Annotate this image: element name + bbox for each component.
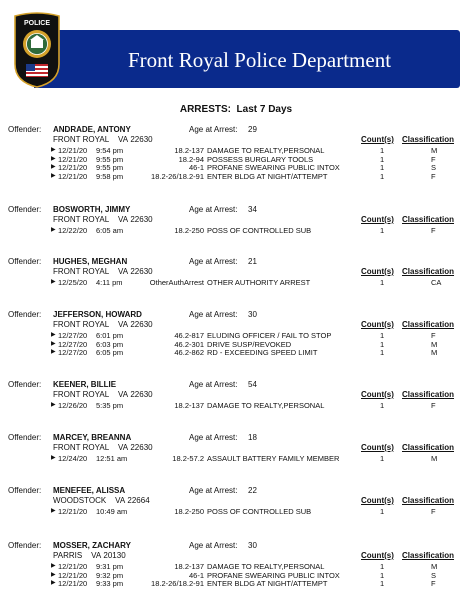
offender-city: FRONT ROYAL <box>53 135 110 144</box>
charge-date: 12/21/20 <box>58 562 88 571</box>
statute-code: 18.2-94 <box>178 154 204 164</box>
statute-code: 18.2-250 <box>174 226 204 235</box>
bullet-arrow-icon: ▶ <box>51 147 56 153</box>
charge-description: DAMAGE TO REALTY,PERSONAL <box>207 401 325 410</box>
bullet-arrow-icon: ▶ <box>51 172 56 179</box>
statute-code: 18.2-26/18.2-91 <box>151 171 204 181</box>
charge-row <box>0 348 472 357</box>
charge-count: 1 <box>380 507 385 516</box>
offender-zip: 22630 <box>130 267 153 276</box>
charge-time: 9:54 pm <box>96 146 124 155</box>
charge-classification: M <box>431 348 438 358</box>
statute-code: 18.2-137 <box>174 401 204 410</box>
charge-time: 12:51 am <box>96 454 128 463</box>
offender-zip: 22630 <box>130 135 153 144</box>
bullet-arrow-icon: ▶ <box>51 571 56 578</box>
charge-count: 1 <box>380 454 385 463</box>
age-label: Age at Arrest: <box>189 310 238 319</box>
offender-city: WOODSTOCK <box>53 496 107 505</box>
charge-classification: F <box>431 171 436 181</box>
bullet-arrow-icon: ▶ <box>51 349 56 356</box>
charge-count: 1 <box>380 339 385 349</box>
age-label: Age at Arrest: <box>189 205 238 214</box>
bullet-arrow-icon: ▶ <box>51 402 56 408</box>
charge-date: 12/21/20 <box>58 570 88 580</box>
charge-count: 1 <box>380 278 385 287</box>
charge-description: RD - EXCEEDING SPEED LIMIT <box>207 348 318 358</box>
statute-code: 46.2-301 <box>174 339 204 349</box>
charge-description: PROFANE SWEARING PUBLIC INTOX <box>207 570 340 580</box>
charge-count: 1 <box>380 562 385 571</box>
offender-state: VA <box>115 496 126 505</box>
charge-description: ASSAULT BATTERY FAMILY MEMBER <box>207 454 340 463</box>
age-value: 18 <box>248 433 257 442</box>
count-header: Count(s) <box>361 390 394 399</box>
offender-name: MOSSER, ZACHARY <box>53 541 131 550</box>
classification-header: Classification <box>402 390 455 399</box>
offender-label: Offender: <box>8 541 42 550</box>
charge-row <box>0 278 472 287</box>
charge-date: 12/21/20 <box>58 146 88 155</box>
charge-description: DAMAGE TO REALTY,PERSONAL <box>207 562 325 571</box>
count-header: Count(s) <box>361 551 394 560</box>
statute-code: 18.2-57.2 <box>172 454 204 463</box>
charge-classification: S <box>431 163 437 173</box>
classification-header: Classification <box>402 135 455 144</box>
age-value: 30 <box>248 310 257 319</box>
offender-label: Offender: <box>8 205 42 214</box>
charge-time: 9:33 pm <box>96 579 124 589</box>
charge-description: POSS OF CONTROLLED SUB <box>207 226 312 235</box>
age-value: 30 <box>248 541 257 550</box>
age-value: 34 <box>248 205 257 214</box>
statute-code: 46.2-817 <box>174 331 204 340</box>
charge-count: 1 <box>380 146 385 155</box>
offender-zip: 22630 <box>130 390 153 399</box>
charge-row <box>0 579 472 588</box>
charge-classification: F <box>431 507 436 516</box>
charge-date: 12/21/20 <box>58 579 88 589</box>
charge-classification: M <box>431 339 438 349</box>
offender-address <box>53 390 153 400</box>
charge-time: 6:05 am <box>96 226 124 235</box>
charge-description: DRIVE SUSP/REVOKED <box>207 339 292 349</box>
offender-label: Offender: <box>8 486 42 495</box>
count-header: Count(s) <box>361 135 394 144</box>
offender-address <box>53 320 153 330</box>
bullet-arrow-icon: ▶ <box>51 155 56 162</box>
charge-time: 6:01 pm <box>96 331 124 340</box>
charge-time: 6:05 pm <box>96 348 124 358</box>
charge-date: 12/25/20 <box>58 278 88 287</box>
charge-row <box>0 401 472 410</box>
offender-name: JEFFERSON, HOWARD <box>53 310 142 319</box>
bullet-arrow-icon: ▶ <box>51 340 56 347</box>
offender-zip: 22630 <box>130 443 153 452</box>
count-header: Count(s) <box>361 443 394 452</box>
bullet-arrow-icon: ▶ <box>51 279 56 285</box>
offender-label: Offender: <box>8 257 42 266</box>
offender-state: VA <box>118 215 129 224</box>
offender-name: MARCEY, BREANNA <box>53 433 132 442</box>
offender-name: HUGHES, MEGHAN <box>53 257 128 266</box>
statute-code: 46.2-862 <box>174 348 204 358</box>
charge-time: 10:49 am <box>96 507 128 516</box>
charge-description: POSS OF CONTROLLED SUB <box>207 507 312 516</box>
offender-state: VA <box>118 267 129 276</box>
charge-count: 1 <box>380 171 385 181</box>
count-header: Count(s) <box>361 215 394 224</box>
charge-time: 9:32 pm <box>96 570 124 580</box>
police-badge-logo <box>12 12 62 88</box>
charge-classification: F <box>431 226 436 235</box>
department-title: Front Royal Police Department <box>128 48 392 72</box>
offender-address <box>53 496 150 506</box>
offender-address <box>53 135 153 145</box>
offender-city: FRONT ROYAL <box>53 443 110 452</box>
charge-date: 12/22/20 <box>58 226 88 235</box>
count-header: Count(s) <box>361 496 394 505</box>
charge-count: 1 <box>380 348 385 358</box>
offender-label: Offender: <box>8 380 42 389</box>
charge-description: POSSESS BURGLARY TOOLS <box>207 154 314 164</box>
offender-name: MENEFEE, ALISSA <box>53 486 126 495</box>
offender-city: FRONT ROYAL <box>53 215 110 224</box>
statute-code: 18.2-26/18.2-91 <box>151 579 204 589</box>
charge-time: 4:11 pm <box>96 278 123 287</box>
offender-city: FRONT ROYAL <box>53 390 110 399</box>
charge-count: 1 <box>380 163 385 173</box>
charge-date: 12/21/20 <box>58 154 88 164</box>
charge-description: ELUDING OFFICER / FAIL TO STOP <box>207 331 332 340</box>
charge-description: PROFANE SWEARING PUBLIC INTOX <box>207 163 340 173</box>
charge-date: 12/26/20 <box>58 401 88 410</box>
charge-row <box>0 454 472 463</box>
offender-address <box>53 551 126 561</box>
charge-row <box>0 226 472 235</box>
offender-address <box>53 443 153 453</box>
offender-name: BOSWORTH, JIMMY <box>53 205 131 214</box>
age-value: 54 <box>248 380 257 389</box>
bullet-arrow-icon: ▶ <box>51 580 56 587</box>
offender-address <box>53 267 153 277</box>
charge-description: ENTER BLDG AT NIGHT/ATTEMPT <box>207 171 328 181</box>
offender-zip: 22630 <box>130 215 153 224</box>
charge-date: 12/21/20 <box>58 507 88 516</box>
offender-state: VA <box>118 320 129 329</box>
offender-state: VA <box>118 390 129 399</box>
bullet-arrow-icon: ▶ <box>51 508 56 514</box>
charge-count: 1 <box>380 570 385 580</box>
charge-time: 9:55 pm <box>96 163 124 173</box>
charge-description: OTHER AUTHORITY ARREST <box>207 278 311 287</box>
age-label: Age at Arrest: <box>189 433 238 442</box>
count-header: Count(s) <box>361 267 394 276</box>
age-label: Age at Arrest: <box>189 380 238 389</box>
charge-row <box>0 172 472 181</box>
offender-label: Offender: <box>8 310 42 319</box>
bullet-arrow-icon: ▶ <box>51 563 56 569</box>
charge-time: 9:58 pm <box>96 171 124 181</box>
charge-classification: F <box>431 331 436 340</box>
offender-label: Offender: <box>8 433 42 442</box>
offender-label: Offender: <box>8 125 42 134</box>
offender-city: FRONT ROYAL <box>53 267 110 276</box>
charge-count: 1 <box>380 331 385 340</box>
charge-date: 12/27/20 <box>58 348 88 358</box>
offender-zip: 22630 <box>130 320 153 329</box>
charge-time: 9:55 pm <box>96 154 124 164</box>
charge-date: 12/21/20 <box>58 163 88 173</box>
charge-time: 6:03 pm <box>96 339 124 349</box>
charge-row <box>0 507 472 516</box>
charge-time: 5:35 pm <box>96 401 124 410</box>
offender-zip: 22664 <box>127 496 150 505</box>
charge-date: 12/24/20 <box>58 454 88 463</box>
age-value: 22 <box>248 486 257 495</box>
charge-classification: M <box>431 562 438 571</box>
statute-code: 18.2-137 <box>174 146 204 155</box>
charge-count: 1 <box>380 579 385 589</box>
charge-classification: CA <box>431 278 442 287</box>
classification-header: Classification <box>402 215 455 224</box>
statute-code: 18.2-137 <box>174 562 204 571</box>
charge-count: 1 <box>380 154 385 164</box>
age-value: 21 <box>248 257 257 266</box>
bullet-arrow-icon: ▶ <box>51 332 56 338</box>
statute-code: 46-1 <box>188 163 204 173</box>
bullet-arrow-icon: ▶ <box>51 227 56 233</box>
badge-title: POLICE <box>23 20 51 27</box>
classification-header: Classification <box>402 320 455 329</box>
offender-city: PARRIS <box>53 551 83 560</box>
classification-header: Classification <box>402 443 455 452</box>
count-header: Count(s) <box>361 320 394 329</box>
statute-code: OtherAuthArrest <box>149 278 204 287</box>
bullet-arrow-icon: ▶ <box>51 164 56 171</box>
offender-name: ANDRADE, ANTONY <box>53 125 131 134</box>
age-label: Age at Arrest: <box>189 257 238 266</box>
age-label: Age at Arrest: <box>189 125 238 134</box>
charge-classification: F <box>431 579 436 589</box>
charge-count: 1 <box>380 226 385 235</box>
charge-date: 12/27/20 <box>58 339 88 349</box>
classification-header: Classification <box>402 496 455 505</box>
charge-time: 9:31 pm <box>96 562 124 571</box>
offender-state: VA <box>118 135 129 144</box>
statute-code: 46-1 <box>188 570 204 580</box>
report-title: ARRESTS: Last 7 Days <box>179 104 293 115</box>
charge-classification: F <box>431 154 436 164</box>
statute-code: 18.2-250 <box>174 507 204 516</box>
charge-description: DAMAGE TO REALTY,PERSONAL <box>207 146 325 155</box>
classification-header: Classification <box>402 551 455 560</box>
charge-date: 12/21/20 <box>58 171 88 181</box>
offender-city: FRONT ROYAL <box>53 320 110 329</box>
offender-state: VA <box>118 443 129 452</box>
age-label: Age at Arrest: <box>189 541 238 550</box>
charge-date: 12/27/20 <box>58 331 88 340</box>
age-value: 29 <box>248 125 257 134</box>
bullet-arrow-icon: ▶ <box>51 455 56 461</box>
charge-description: ENTER BLDG AT NIGHT/ATTEMPT <box>207 579 328 589</box>
charge-classification: S <box>431 570 437 580</box>
charge-classification: M <box>431 454 438 463</box>
charge-classification: F <box>431 401 436 410</box>
us-flag-icon <box>26 64 48 77</box>
offender-name: KEENER, BILLIE <box>53 380 117 389</box>
offender-address <box>53 215 153 225</box>
offender-state: VA <box>91 551 102 560</box>
classification-header: Classification <box>402 267 455 276</box>
charge-classification: M <box>431 146 438 155</box>
charge-count: 1 <box>380 401 385 410</box>
offender-zip: 20130 <box>103 551 126 560</box>
age-label: Age at Arrest: <box>189 486 238 495</box>
